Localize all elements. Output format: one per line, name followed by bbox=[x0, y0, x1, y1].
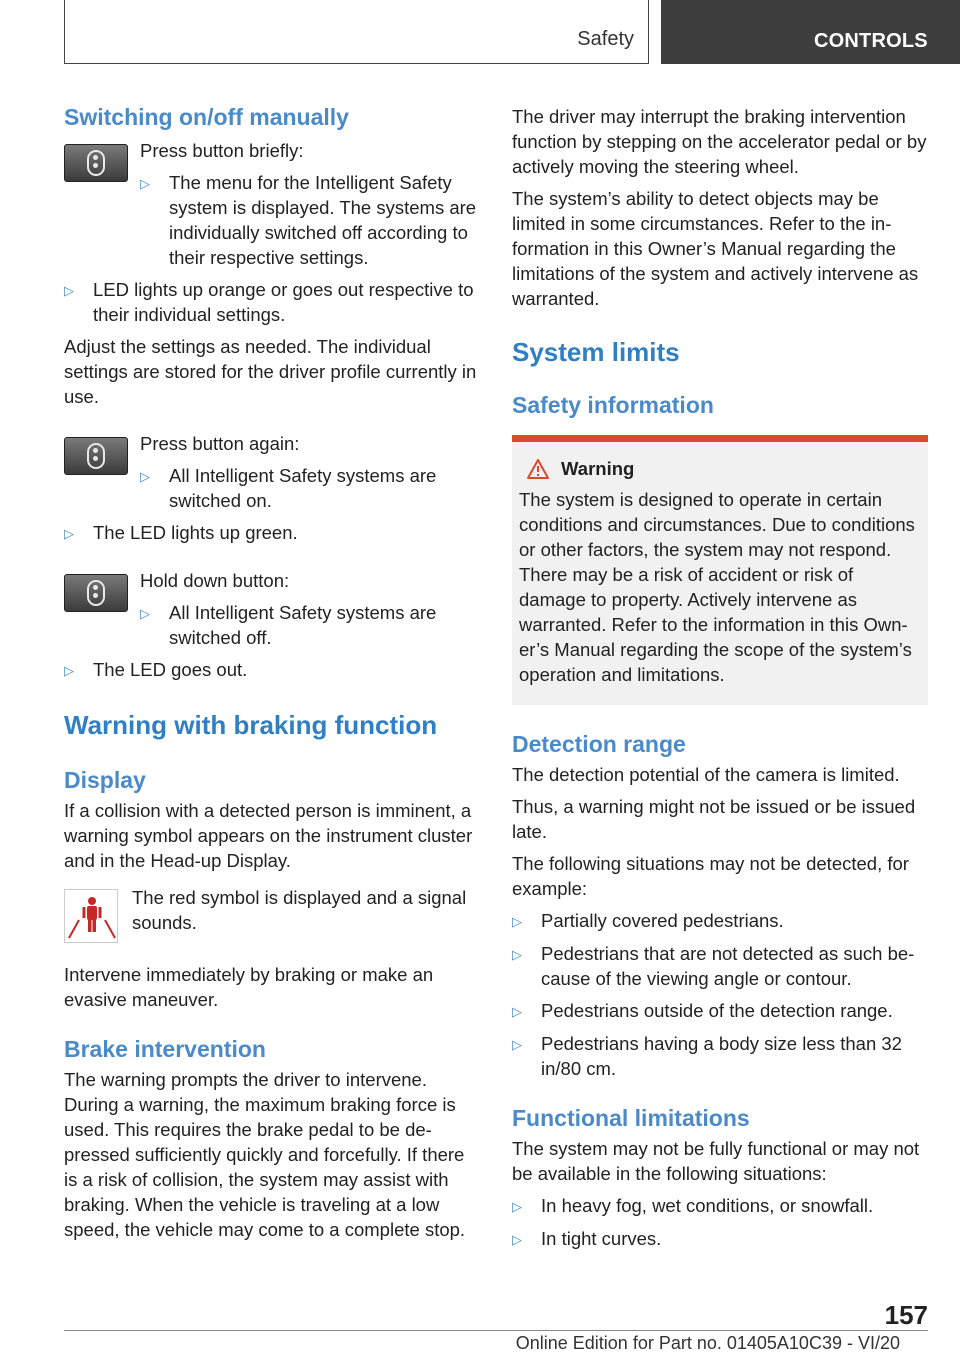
list-item: ▷ Partially covered pedestrians. bbox=[512, 908, 928, 934]
hold-down-text: Hold down button: bbox=[140, 570, 290, 591]
list-item: ▷ The LED goes out. bbox=[64, 657, 480, 683]
header-section-box bbox=[64, 0, 649, 64]
triangle-bullet-icon: ▷ bbox=[512, 914, 522, 929]
chapter-tab: CONTROLS bbox=[661, 0, 960, 64]
detection-text-3: The following situations may not be detected, for example: bbox=[512, 853, 909, 899]
warning-heading: Warning bbox=[519, 456, 920, 481]
safety-button-icon bbox=[87, 580, 105, 606]
safety-button-image bbox=[64, 144, 128, 182]
list-item: ▷ In heavy fog, wet conditions, or snowfall. bbox=[512, 1193, 928, 1219]
heading-functional-limitations: Functional limitations bbox=[512, 1105, 750, 1131]
triangle-bullet-icon: ▷ bbox=[140, 469, 150, 484]
list-item: ▷ In tight curves. bbox=[512, 1226, 928, 1252]
press-briefly-block bbox=[64, 138, 480, 270]
heading-warning-braking: Warning with braking function bbox=[64, 710, 438, 740]
list-item: ▷ Pedestrians having a body size less than 32 in/80 cm. bbox=[512, 1033, 902, 1079]
interrupt-text: The driver may interrupt the braking intervention function by stepping on the accelerator pedal or by actively moving the steering wheel. bbox=[512, 106, 927, 177]
pedestrian-warning-block bbox=[64, 885, 480, 943]
edition-text: Online Edition for Part no. 01405A10C39 - VI/20 bbox=[515, 1333, 900, 1353]
adjust-text: Adjust the settings as needed. The individual settings are stored for the driver profile currently in use. bbox=[64, 336, 477, 407]
page-number: 157 bbox=[884, 1300, 928, 1330]
display-text: If a collision with a detected person is imminent, a warning symbol appears on the instrument cluster and in the Head-up Display. bbox=[64, 800, 473, 871]
triangle-bullet-icon: ▷ bbox=[64, 663, 74, 678]
list-item: ▷ The menu for the Intelligent Safety system is displayed. The systems are individually switched off according to their respective settings. bbox=[140, 172, 477, 268]
triangle-bullet-icon: ▷ bbox=[512, 1199, 522, 1214]
safety-button-icon bbox=[87, 443, 105, 469]
triangle-bullet-icon: ▷ bbox=[64, 283, 74, 298]
triangle-bullet-icon: ▷ bbox=[512, 1037, 522, 1052]
detection-text-2: Thus, a warning might not be issued or be issued late. bbox=[512, 796, 916, 842]
heading-safety-information: Safety information bbox=[512, 392, 714, 418]
press-again-text: Press button again: bbox=[140, 433, 300, 454]
functional-text: The system may not be fully functional or may not be available in the following situations: bbox=[512, 1138, 920, 1184]
footer-divider bbox=[64, 1330, 928, 1331]
triangle-bullet-icon: ▷ bbox=[140, 606, 150, 621]
list-item: ▷ The LED lights up green. bbox=[64, 520, 480, 546]
heading-detection-range: Detection range bbox=[512, 731, 686, 757]
triangle-bullet-icon: ▷ bbox=[512, 1232, 522, 1247]
list-item: ▷ Pedestrians that are not detected as such because of the viewing angle or contour. bbox=[512, 943, 915, 989]
triangle-bullet-icon: ▷ bbox=[512, 947, 522, 962]
warning-triangle-icon bbox=[527, 459, 549, 479]
warning-box bbox=[512, 435, 928, 705]
list-item: ▷ All Intelligent Safety systems are switched on. bbox=[140, 465, 437, 511]
brake-text: The warning prompts the driver to intervene. During a warning, the maximum braking force is used. This requires the brake pedal to be depressed sufficiently quickly and forcefully. If there is a risk of collision, the system may assist with braking. When the vehicle is traveling at a low speed, the vehicle may come to a complete stop. bbox=[64, 1069, 466, 1240]
list-item: ▷ Pedestrians outside of the detection range. bbox=[512, 998, 928, 1024]
heading-switching: Switching on/off manually bbox=[64, 104, 349, 130]
detection-text-1: The detection potential of the camera is limited. bbox=[512, 764, 900, 785]
safety-button-image bbox=[64, 437, 128, 475]
left-column bbox=[64, 100, 480, 1242]
hold-down-block bbox=[64, 568, 480, 650]
safety-button-icon bbox=[87, 150, 105, 176]
warning-text: The system is designed to operate in certain conditions and circumstances. Due to conditions or other factors, the system may not respond. There may be a risk of accident or risk of damage to property. Actively intervene as warranted. Refer to the information in this Owner’s Manual regarding the scope of the system’s operation and limitations. bbox=[519, 489, 915, 685]
press-again-block bbox=[64, 431, 480, 513]
press-briefly-text: Press button briefly: bbox=[140, 140, 304, 161]
red-symbol-text: The red symbol is displayed and a signal sounds. bbox=[132, 887, 467, 933]
right-column bbox=[512, 100, 928, 1252]
triangle-bullet-icon: ▷ bbox=[64, 526, 74, 541]
ability-text: The system’s ability to detect objects may be limited in some circumstances. Refer to the information in this Owner’s Manual regarding the limitations of the system and actively intervene as warranted. bbox=[512, 188, 919, 309]
safety-button-image bbox=[64, 574, 128, 612]
section-title: Safety bbox=[577, 28, 634, 50]
intervene-text: Intervene immediately by braking or make an evasive maneuver. bbox=[64, 964, 434, 1010]
heading-brake-intervention: Brake intervention bbox=[64, 1036, 266, 1062]
list-item: ▷ LED lights up orange or goes out respective to their individual settings. bbox=[64, 279, 474, 325]
list-item: ▷ All Intelligent Safety systems are switched off. bbox=[140, 602, 437, 648]
triangle-bullet-icon: ▷ bbox=[140, 176, 150, 191]
pedestrian-warning-icon bbox=[64, 889, 118, 943]
triangle-bullet-icon: ▷ bbox=[512, 1004, 522, 1019]
heading-display: Display bbox=[64, 767, 146, 793]
heading-system-limits: System limits bbox=[512, 337, 680, 367]
